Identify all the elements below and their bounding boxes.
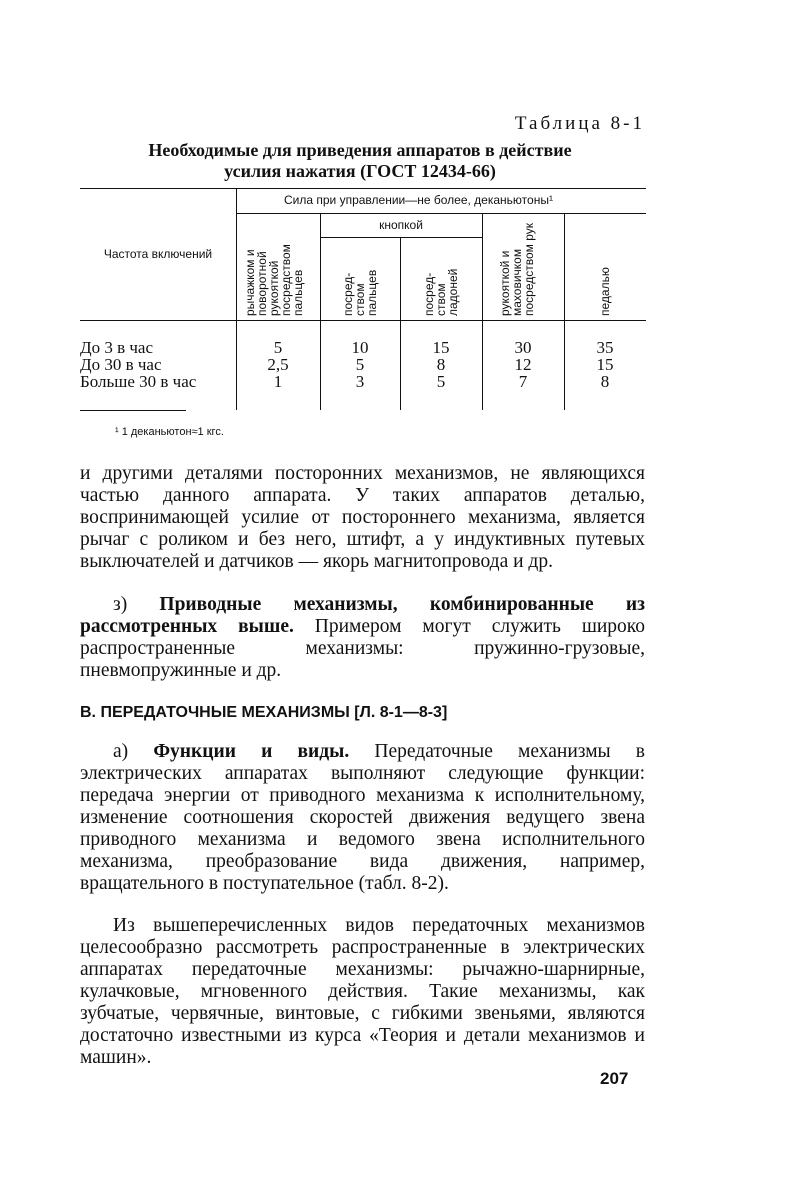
section-heading: В. ПЕРЕДАТОЧНЫЕ МЕХАНИЗМЫ [Л. 8-1—8-3]: [80, 704, 448, 721]
table-cell: 8: [600, 372, 610, 391]
table-cell: 5: [436, 372, 446, 391]
table-cell: 1: [273, 372, 283, 391]
item-body: Примером могут служить широко распространенные механизмы: пружинно-грузовые, пневмопружинные и др.: [80, 616, 645, 681]
item-marker: з): [113, 594, 160, 615]
header-bottom-rule: [80, 320, 646, 321]
table-top-rule: [80, 188, 646, 189]
table-cell: 2,5: [267, 355, 289, 374]
table-label: Таблица 8-1: [514, 113, 645, 134]
col-header-pedal: педалью: [598, 267, 612, 316]
group-header-rule: [236, 213, 646, 214]
button-group-header: кнопкой: [379, 218, 423, 232]
table-cell: 7: [518, 372, 528, 391]
paragraph-text: Из вышеперечисленных видов передаточных механизмов целесообразно рассмотреть распространенные в электрических аппаратах передаточные механизмы: рычажно-шарнирные, кулачковые, мгновенного действия. Такие механизмы, как зубчатые, червячные, винтовые, с гибкими звеньями, являются достаточно известными из курса «Теория и детали механизмов и машин».: [80, 915, 645, 1068]
footnote-rule: [80, 410, 186, 411]
table-cell: 15: [596, 355, 614, 374]
table-title: [100, 140, 620, 182]
table-footnote: ¹ 1 деканьютон≈1 кгс.: [115, 426, 224, 438]
table-title-line1: Необходимые для приведения аппаратов в действие: [148, 140, 572, 160]
frequency-header: Частота включений: [103, 247, 213, 261]
row-label: До 3 в час: [80, 338, 154, 357]
table-cell: 10: [351, 338, 369, 357]
table-cell: 15: [432, 338, 450, 357]
row-label: До 30 в час: [80, 355, 162, 374]
table-cell: 3: [355, 372, 365, 391]
button-header-rule: [320, 237, 482, 238]
item-title: Приводные механизмы, комбинированные из рассмотренных выше.: [80, 594, 645, 637]
paragraph-mechanism-types: [80, 915, 645, 1069]
table-cell: 35: [596, 338, 614, 357]
table-title-line2: усилия нажатия (ГОСТ 12434-66): [224, 161, 496, 181]
page-number: 207: [600, 1069, 629, 1088]
col-header-fingers: посред- ством пальцев: [341, 269, 379, 316]
paragraph-functions: [80, 741, 645, 895]
table-cell: 8: [436, 355, 446, 374]
paragraph-text: [80, 594, 645, 682]
item-marker: а): [113, 741, 154, 762]
item-body: Передаточные механизмы в электрических аппаратах выполняют следующие функции: передача энергии от приводного механизма к исполнительному, изменение соотношения скоростей движения ведущего звена приводного механизма и ведомого звена исполнительного механизма, преобразование вида движения, например, вращательного в поступательное (табл. 8-2).: [80, 741, 645, 894]
table-cell: 30: [514, 338, 532, 357]
paragraph-text: [80, 741, 645, 895]
table-cell: 5: [273, 338, 283, 357]
col-header-lever: рычажком и поворотной рукояткой посредством пальцев: [243, 244, 305, 316]
force-table: [80, 188, 646, 410]
col-header-palms: посред- ством ладоней: [422, 268, 460, 316]
table-cell: 5: [355, 355, 365, 374]
table-cell: 12: [514, 355, 532, 374]
paragraph-combined-drives: [80, 594, 645, 682]
item-title: Функции и виды.: [153, 741, 350, 762]
paragraph-text: и другими деталями посторонних механизмов, не являющихся частью данного аппарата. У таких аппаратов деталью, воспринимающей усилие от постороннего механизма, является рычаг с роликом и без него, штифт, а у индуктивных путевых выключателей и датчиков — якорь магнитопровода и др.: [80, 463, 645, 572]
col-header-handwheel: рукояткой и маховичком посредством рук: [498, 222, 536, 316]
paragraph-continuation: [80, 463, 645, 573]
row-label: Больше 30 в час: [80, 372, 197, 391]
force-group-header: Сила при управлении—не более, деканьютоны¹: [284, 193, 553, 207]
